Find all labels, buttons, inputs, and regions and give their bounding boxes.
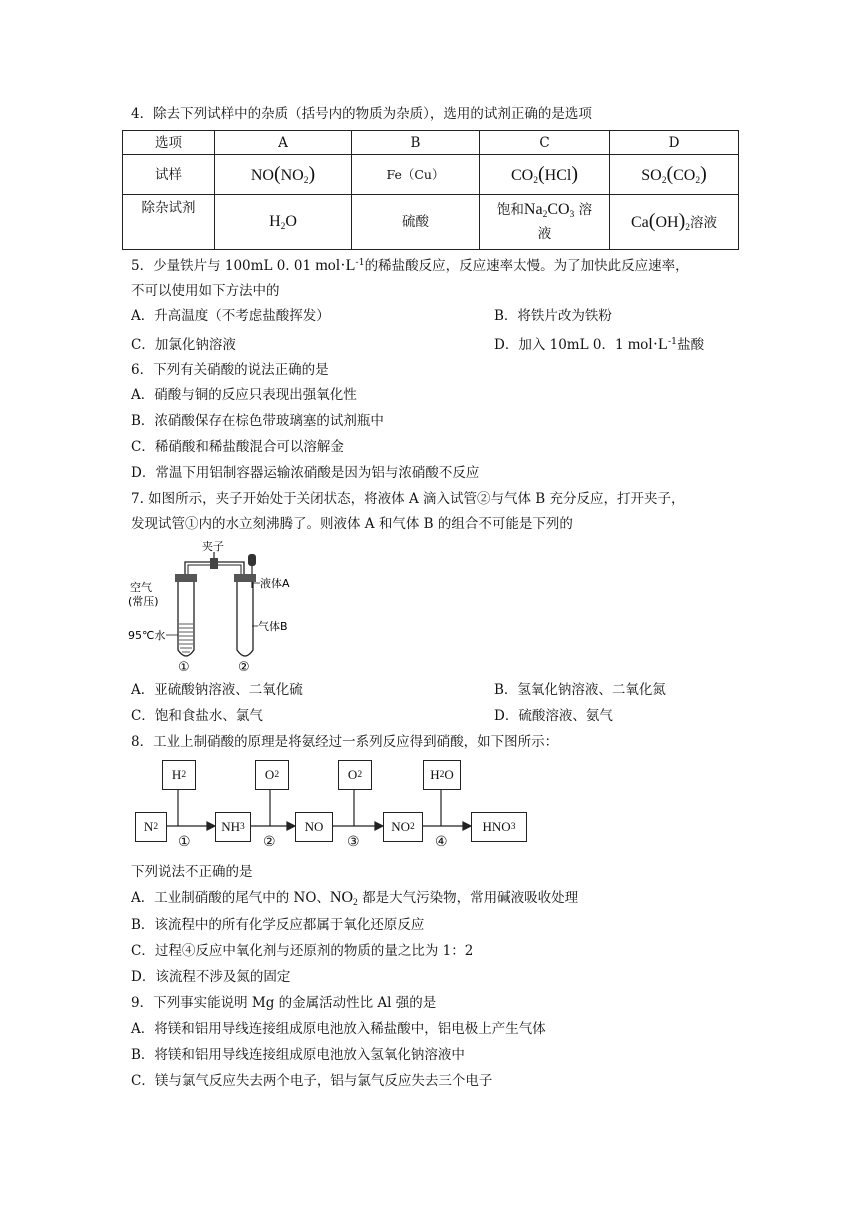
q6-option-a: A．硝酸与铜的反应只表现出强氧化性	[131, 387, 357, 403]
q8-option-a-pre: A．工业制硝酸的尾气中的 NO、	[131, 890, 330, 906]
q7-tube-2-label: ②	[238, 660, 250, 674]
q4-sample-row	[123, 155, 739, 195]
q5-unit: mol·L	[315, 257, 356, 274]
q7-option-b: B．氢氧化钠溶液、二氧化氮	[494, 682, 666, 698]
q5-line1-pre: 5．少量铁片与 100mL 0. 01	[131, 258, 312, 274]
q8-box-o2-second: O 2	[338, 760, 372, 790]
q6-option-b: B．浓硝酸保存在棕色带玻璃塞的试剂瓶中	[131, 413, 384, 429]
q7-apparatus-figure	[128, 538, 308, 674]
q9-option-c: C．镁与氯气反应失去两个电子，铝与氯气反应失去三个电子	[131, 1073, 493, 1089]
q4-header-d: D	[610, 131, 739, 155]
q4-header-option: 选项	[123, 131, 215, 155]
q7-gas-b-label: 气体B	[258, 620, 288, 633]
q4-sample-a: $NO(NO_2)$	[215, 155, 352, 195]
q7-tube-2	[237, 582, 253, 656]
clip-icon	[210, 558, 218, 569]
q8-box-nh3: NH 3	[215, 812, 251, 842]
q5-line1	[131, 256, 689, 276]
q4-reagent-row	[123, 195, 739, 250]
q4-reagent-label: 除杂试剂	[123, 195, 215, 250]
q8-box-hno3: HNO 3	[471, 812, 527, 842]
q5-line2: 不可以使用如下方法中的	[131, 283, 280, 299]
q8-option-c: C．过程④反应中氧化剂与还原剂的物质的量之比为 1：2	[131, 943, 474, 959]
q7-liquid-a-label: 液体A	[260, 577, 290, 590]
q8-step-3: ③	[347, 834, 360, 850]
q7-air-pressure-label: (常压)	[128, 595, 159, 608]
q8-box-no: NO	[295, 812, 333, 842]
q7-air-label: 空气	[130, 581, 152, 594]
q9-option-a: A．将镁和铝用导线连接组成原电池放入稀盐酸中，铝电极上产生气体	[131, 1021, 546, 1037]
q5-option-d	[494, 335, 704, 355]
q8-step-2: ②	[263, 834, 276, 850]
q8-box-h2o: H 2 O	[423, 760, 461, 790]
q4-reagent-c-pre: 饱和	[496, 202, 524, 218]
q6-stem: 6．下列有关硝酸的说法正确的是	[131, 362, 329, 378]
q4-sample-b: Fe（Cu）	[352, 155, 480, 195]
q5-option-d-post: 盐酸	[677, 337, 705, 353]
q4-reagent-c-post2: 液	[537, 226, 552, 242]
q4-stem: 4．除去下列试样中的杂质（括号内的物质为杂质），选用的试剂正确的是选项	[131, 106, 592, 122]
q5-option-b: B．将铁片改为铁粉	[494, 308, 612, 324]
q4-header-c: C	[480, 131, 610, 155]
q4-reagent-a: $H_2O$	[215, 195, 352, 250]
q7-option-d: D．硫酸溶液、氨气	[494, 708, 613, 724]
q5-sup: -1	[355, 257, 365, 268]
q4-header-row	[123, 131, 739, 155]
q8-option-b: B．该流程中的所有化学反应都属于氧化还原反应	[131, 917, 425, 933]
q6-option-c: C．稀硝酸和稀盐酸混合可以溶解金	[131, 439, 344, 455]
q8-flow-diagram	[135, 758, 535, 858]
q4-reagent-b: 硫酸	[352, 195, 480, 250]
q8-stem: 8．工业上制硝酸的原理是将氨经过一系列反应得到硝酸，如下图所示：	[131, 734, 559, 750]
dropper-icon	[248, 554, 256, 566]
q8-step-4: ④	[435, 834, 448, 850]
q4-table	[122, 130, 739, 250]
q8-option-a: A．工业制硝酸的尾气中的 NO、$NO_2$ 都是大气污染物，常用碱液吸收处理	[131, 889, 579, 908]
q7-line2: 发现试管①内的水立刻沸腾了。则液体 A 和气体 B 的组合不可能是下列的	[131, 516, 573, 532]
q5-option-a: A．升高温度（不考虑盐酸挥发）	[131, 308, 330, 324]
q5-option-c: C．加氯化钠溶液	[131, 337, 236, 353]
q7-option-a: A．亚硫酸钠溶液、二氧化硫	[131, 682, 303, 698]
q4-reagent-d-post: 溶液	[689, 215, 717, 231]
q4-header-b: B	[352, 131, 480, 155]
q8-option-d: D．该流程不涉及氮的固定	[131, 969, 291, 985]
q8-box-n2: N 2	[135, 812, 167, 842]
q5-line1-post: 的稀盐酸反应，反应速率太慢。为了加快此反应速率，	[364, 258, 689, 274]
q9-option-b: B．将镁和铝用导线连接组成原电池放入氢氧化钠溶液中	[131, 1047, 465, 1063]
q7-tube-1	[178, 582, 194, 656]
q7-line1: 7. 如图所示，夹子开始处于关闭状态，将液体 A 滴入试管②与气体 B 充分反应，打开夹子，	[131, 491, 685, 507]
q8-box-h2: H 2	[162, 760, 196, 790]
q7-water-label: 95℃水	[128, 629, 166, 642]
q4-sample-label: 试样	[123, 155, 215, 195]
q4-reagent-d: $Ca(OH)_2$溶液	[610, 195, 739, 250]
q9-stem: 9．下列事实能说明 Mg 的金属活动性比 Al 强的是	[131, 995, 437, 1011]
q8-step-1: ①	[178, 834, 191, 850]
q8-prompt: 下列说法不正确的是	[131, 864, 253, 880]
q7-stopper-2	[234, 574, 256, 582]
q4-reagent-c-post1: 溶	[578, 202, 593, 218]
q5-option-d-sup: -1	[667, 336, 678, 347]
q4-header-a: A	[215, 131, 352, 155]
q8-box-o2-first: O 2	[255, 760, 289, 790]
q5-option-d-pre: D．加入 10mL 0．1	[494, 337, 624, 353]
q5-option-d-unit: mol·L	[627, 336, 668, 353]
q7-clip-label: 夹子	[202, 540, 224, 553]
q7-stopper-1	[175, 574, 197, 582]
q4-sample-d: $SO_2(CO_2)$	[610, 155, 739, 195]
q7-tube-1-label: ①	[178, 660, 190, 674]
q7-option-c: C．饱和食盐水、氯气	[131, 708, 263, 724]
q6-option-d: D．常温下用铝制容器运输浓硝酸是因为铝与浓硝酸不反应	[131, 465, 480, 481]
q4-sample-c: $CO_2(HCl)$	[480, 155, 610, 195]
q8-box-no2: NO 2	[383, 812, 423, 842]
q8-option-a-post: 都是大气污染物，常用碱液吸收处理	[362, 890, 579, 906]
q4-reagent-c: 饱和$Na_2CO_3$ 溶 液	[480, 195, 610, 250]
q7-water-lines	[179, 624, 193, 652]
